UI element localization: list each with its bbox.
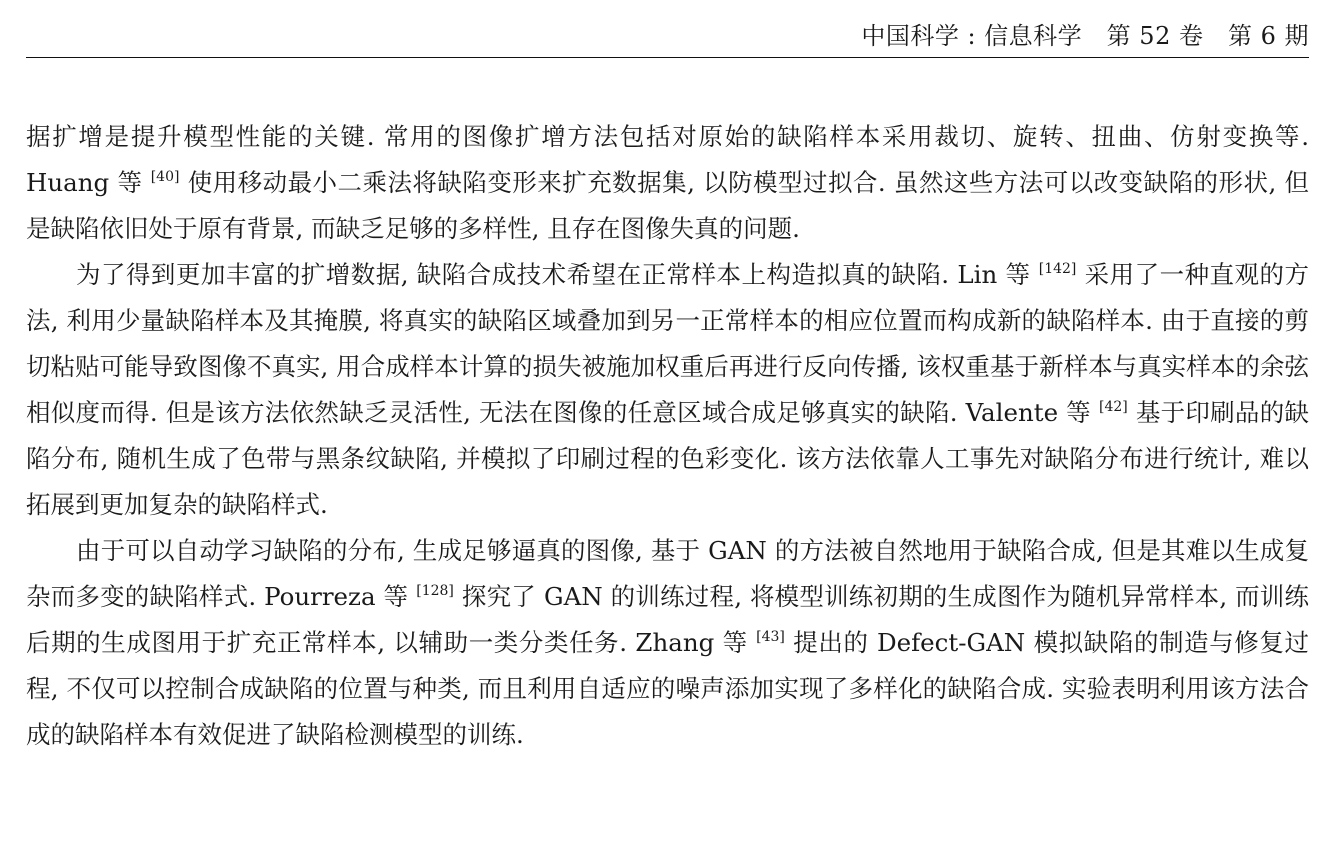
paragraph-text: 探究了 GAN 的训练过程, 将模型训练初期的生成图作为随机异常样本, 而训练后期的生成图用于扩充正常样本, 以辅助一类分类任务. Zhang 等 [26,582,1310,657]
journal-info: 中国科学 : 信息科学 第 52 卷 第 6 期 [861,22,1309,50]
citation-ref[interactable]: [128] [416,583,454,599]
paragraph-2 [26,252,1309,528]
citation-ref[interactable]: [142] [1038,261,1077,277]
body-text [26,114,1309,758]
paragraph-text: 据扩增是提升模型性能的关键. 常用的图像扩增方法包括对原始的缺陷样本采用裁切、旋转、扭曲、仿射变换等. Huang 等 [26,122,1309,197]
paragraph-text: 为了得到更加丰富的扩增数据, 缺陷合成技术希望在正常样本上构造拟真的缺陷. Lin 等 [76,260,1039,289]
paragraph-text: 基于印刷品的缺陷分布, 随机生成了色带与黑条纹缺陷, 并模拟了印刷过程的色彩变化. 该方法依靠人工事先对缺陷分布进行统计, 难以拓展到更加复杂的缺陷样式. [26,398,1309,519]
paragraph-text: 采用了一种直观的方法, 利用少量缺陷样本及其掩膜, 将真实的缺陷区域叠加到另一正常样本的相应位置而构成新的缺陷样本. 由于直接的剪切粘贴可能导致图像不真实, 用合成样本计算的损失被施加权重后再进行反向传播, 该权重基于新样本与真实样本的余弦相似度而得. 但是该方法依然缺乏灵活性, 无法在图像的任意区域合成足够真实的缺陷. Valente 等 [26,260,1309,427]
paragraph-text: 提出的 Defect-GAN 模拟缺陷的制造与修复过程, 不仅可以控制合成缺陷的位置与种类, 而且利用自适应的噪声添加实现了多样化的缺陷合成. 实验表明利用该方法合成的缺陷样本有效促进了缺陷检测模型的训练. [26,628,1309,749]
paragraph-text: 使用移动最小二乘法将缺陷变形来扩充数据集, 以防模型过拟合. 虽然这些方法可以改变缺陷的形状, 但是缺陷依旧处于原有背景, 而缺乏足够的多样性, 且存在图像失真的问题. [26,168,1309,243]
citation-ref[interactable]: [40] [150,169,180,185]
paragraph-3 [26,528,1309,758]
paragraph-text: 由于可以自动学习缺陷的分布, 生成足够逼真的图像, 基于 GAN 的方法被自然地用于缺陷合成, 但是其难以生成复杂而多变的缺陷样式. Pourreza 等 [26,536,1309,611]
paragraph-1 [26,114,1309,252]
running-header [26,18,1309,58]
citation-ref[interactable]: [43] [756,629,785,645]
citation-ref[interactable]: [42] [1099,399,1128,415]
